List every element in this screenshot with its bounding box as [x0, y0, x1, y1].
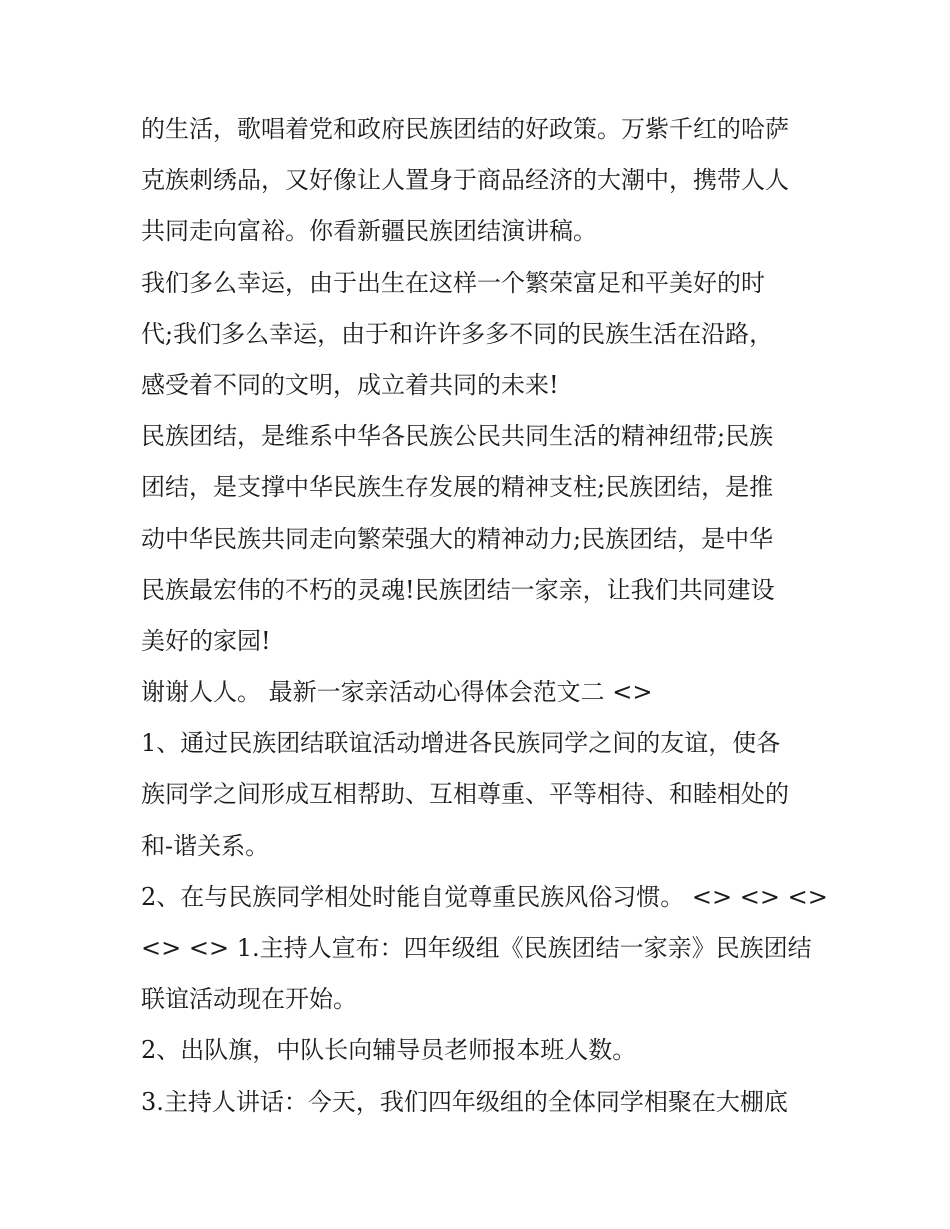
text-line: 的生活，歌唱着党和政府民族团结的好政策。万紫千红的哈萨: [141, 115, 789, 143]
text-line: 1、通过民族团结联谊活动增进各民族同学之间的友谊，使各: [141, 729, 781, 758]
text-line: 2、出队旗，中队长向辅导员老师报本班人数。: [141, 1036, 637, 1065]
text-line: 克族刺绣品，又好像让人置身于商品经济的大潮中，携带人人: [141, 166, 789, 195]
text-line: <> <> 1.主持人宣布：四年级组《民族团结一家亲》民族团结: [141, 934, 812, 962]
text-line: 动中华民族共同走向繁荣强大的精神动力;民族团结，是中华: [141, 524, 774, 553]
text-line: 联谊活动现在开始。: [141, 985, 357, 1014]
text-line: 团结，是支撑中华民族生存发展的精神支柱;民族团结，是推: [141, 473, 774, 502]
text-line: 族同学之间形成互相帮助、互相尊重、平等相待、和睦相处的: [141, 780, 789, 809]
text-line: 民族团结，是维系中华各民族公民共同生活的精神纽带;民族: [141, 422, 774, 451]
text-line: 感受着不同的文明，成立着共同的未来!: [141, 370, 559, 399]
text-line: 和-谐关系。: [141, 831, 270, 860]
text-line: 美好的家园!: [141, 626, 271, 655]
document-body: [141, 104, 831, 1128]
text-line: 2、在与民族同学相处时能自觉尊重民族风俗习惯。 <> <> <>: [141, 882, 828, 911]
text-line: 谢谢人人。 最新一家亲活动心得体会范文二 <>: [141, 678, 653, 707]
text-line: 代;我们多么幸运，由于和许许多多不同的民族生活在沿路，: [141, 319, 774, 348]
text-line: 共同走向富裕。你看新疆民族团结演讲稿。: [141, 217, 597, 246]
text-line: 我们多么幸运，由于出生在这样一个繁荣富足和平美好的时: [141, 268, 765, 297]
text-line: 3.主持人讲话：今天，我们四年级组的全体同学相聚在大棚底: [141, 1087, 788, 1116]
text-line: 民族最宏伟的不朽的灵魂!民族团结一家亲，让我们共同建设: [141, 575, 775, 604]
